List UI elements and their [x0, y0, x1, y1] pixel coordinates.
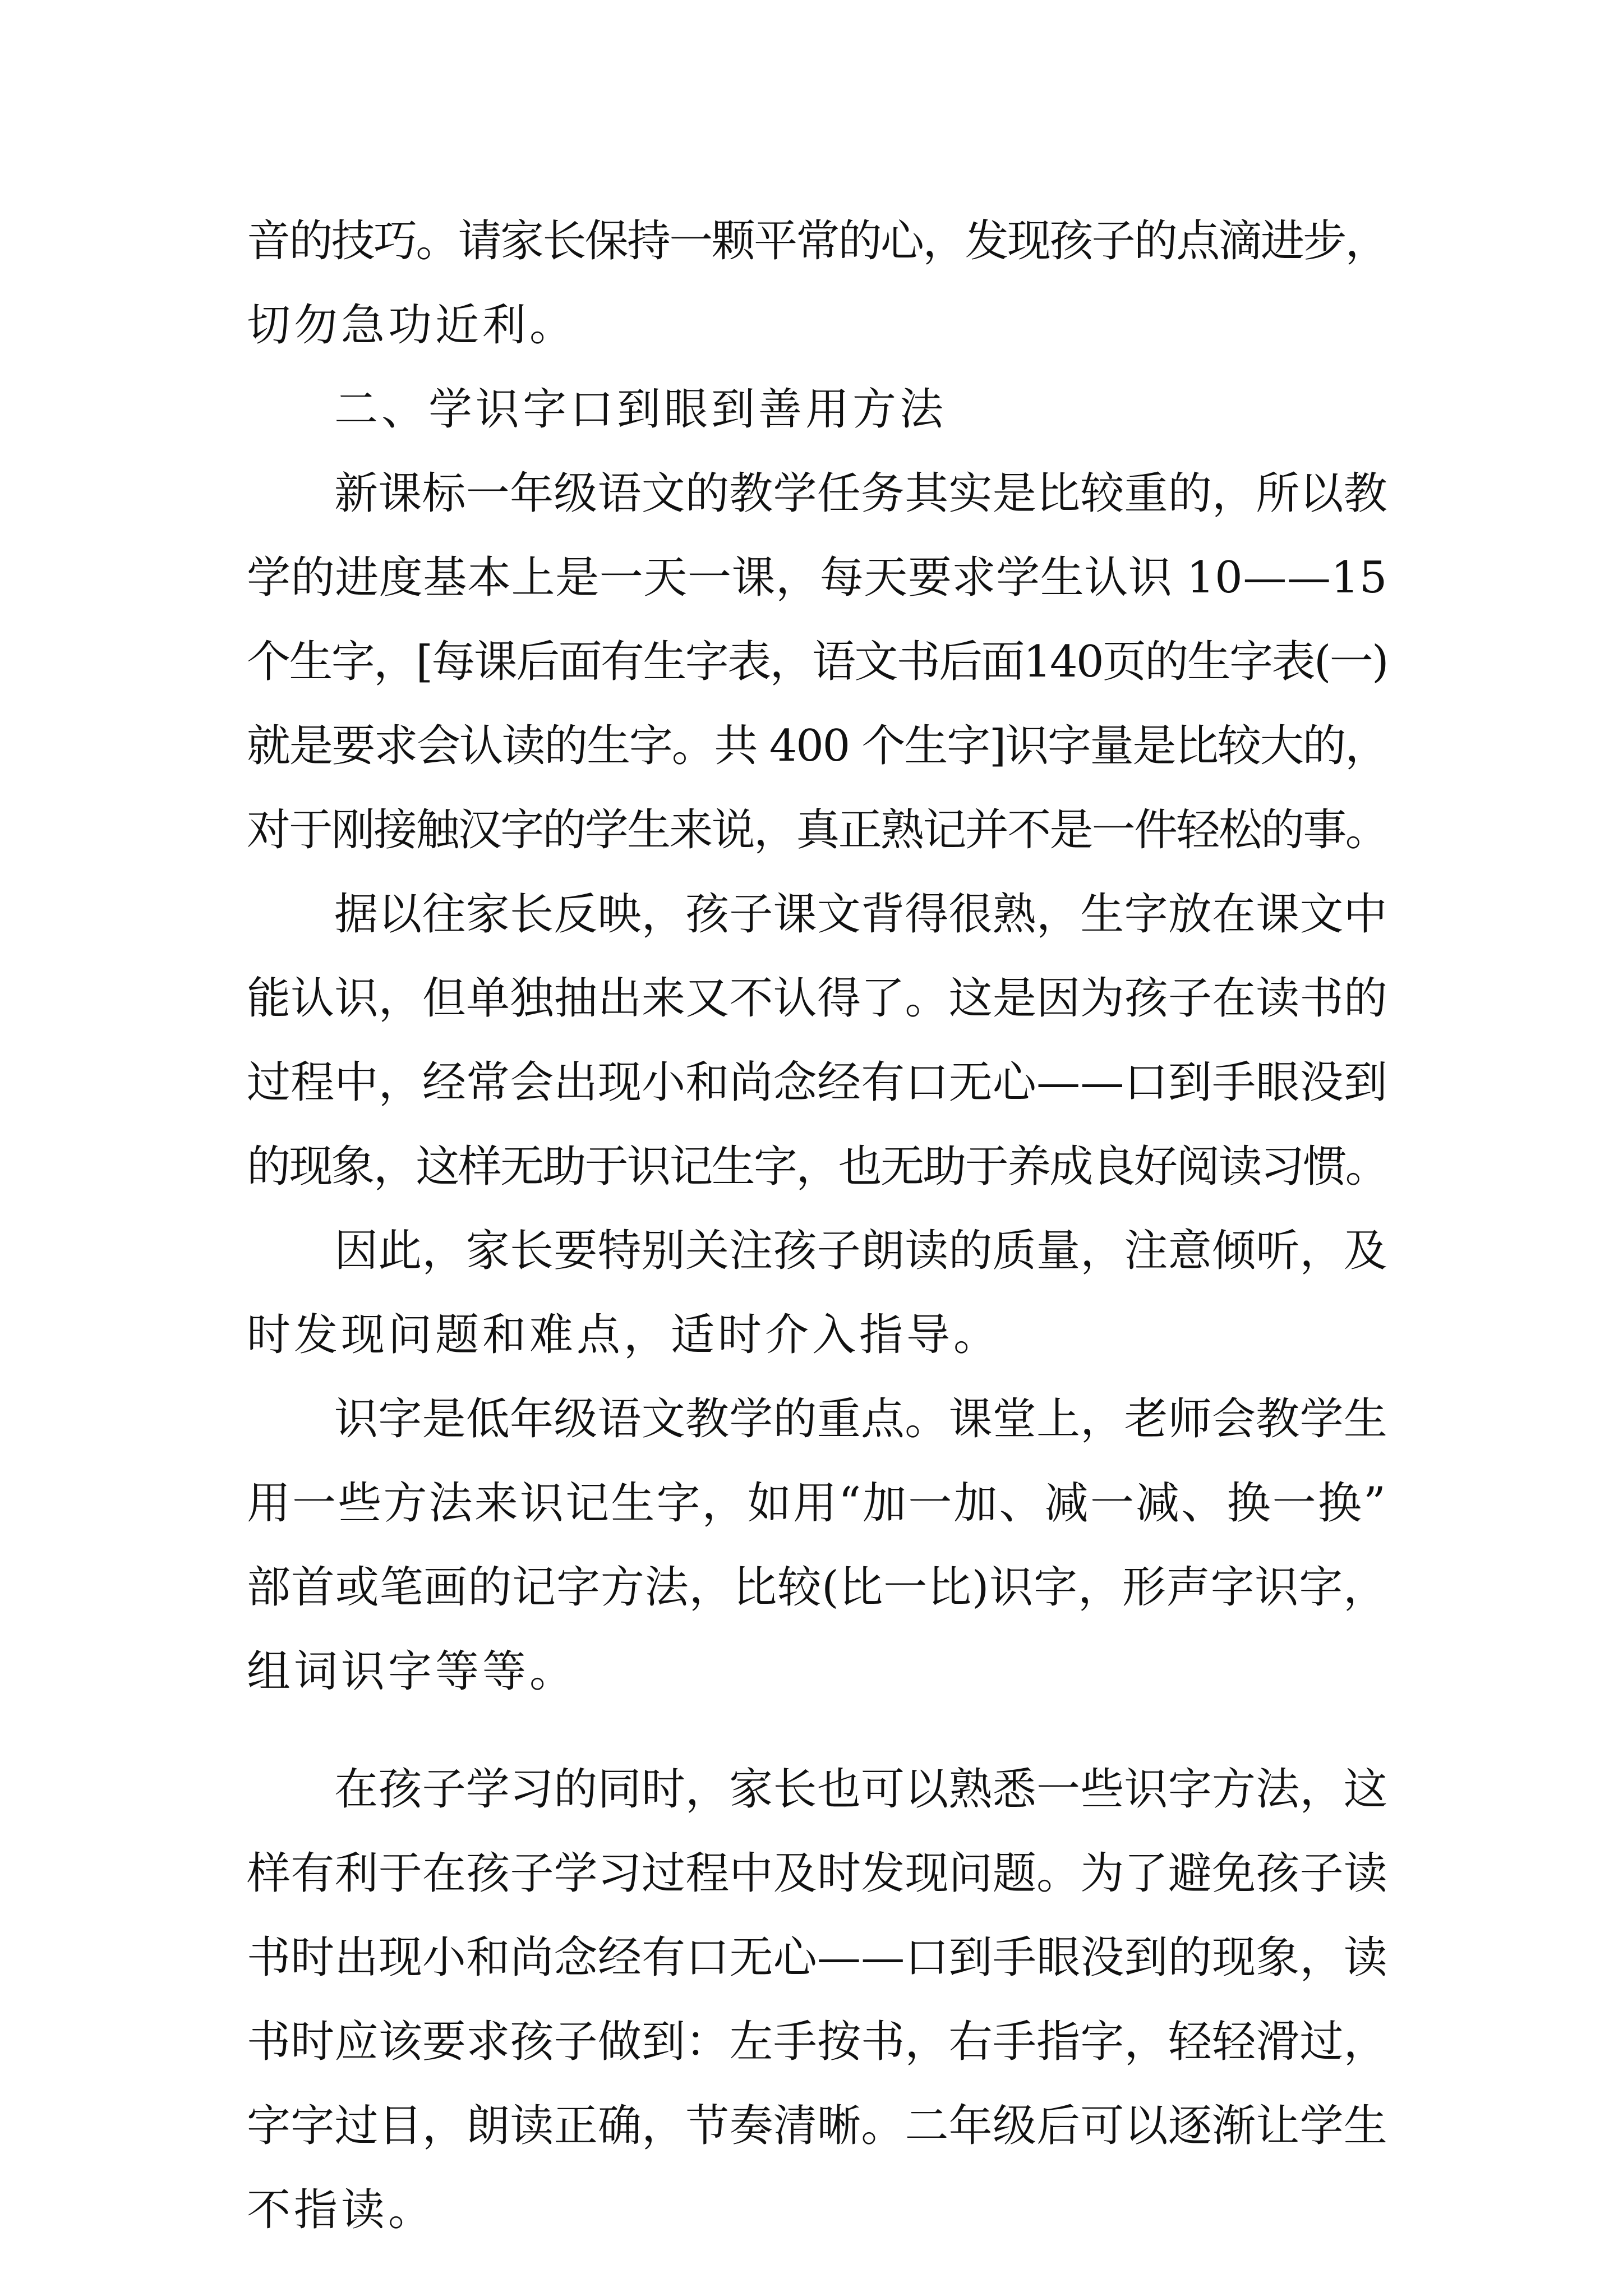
- text-line: 就是要求会认读的生字。共 400 个生字]识字量是比较大的，: [247, 721, 1387, 771]
- text-line: 个生字，[每课后面有生字表，语文书后面140页的生字表(一): [247, 637, 1387, 687]
- text-line: 书时出现小和尚念经有口无心——口到手眼没到的现象，读: [247, 1932, 1387, 1983]
- text-line: 音的技巧。请家长保持一颗平常的心，发现孩子的点滴进步，: [247, 216, 1387, 266]
- text-line: 学的进度基本上是一天一课，每天要求学生认识 10——15: [247, 553, 1387, 603]
- text-line: 时发现问题和难点，适时介入指导。: [247, 1310, 1001, 1360]
- text-line: 样有利于在孩子学习过程中及时发现问题。为了避免孩子读: [247, 1848, 1387, 1899]
- text-line: 对于刚接触汉字的学生来说，真正熟记并不是一件轻松的事。: [247, 805, 1387, 855]
- text-line: 组词识字等等。: [247, 1646, 577, 1697]
- section-heading: 二、学识字口到眼到善用方法: [334, 384, 947, 435]
- text-line: 过程中，经常会出现小和尚念经有口无心——口到手眼没到: [247, 1057, 1387, 1108]
- text-line: 新课标一年级语文的教学任务其实是比较重的，所以教: [334, 468, 1387, 519]
- text-line: 据以往家长反映，孩子课文背得很熟，生字放在课文中: [334, 889, 1387, 940]
- text-line: 因此，家长要特别关注孩子朗读的质量，注意倾听，及: [334, 1226, 1387, 1276]
- text-line: 用一些方法来识记生字，如用“加一加、减一减、换一换”: [247, 1478, 1387, 1529]
- text-line: 书时应该要求孩子做到：左手按书，右手指字，轻轻滑过，: [247, 2017, 1387, 2067]
- text-line: 字字过目，朗读正确，节奏清晰。二年级后可以逐渐让学生: [247, 2101, 1387, 2151]
- text-line: 不指读。: [247, 2185, 436, 2235]
- text-line: 的现象，这样无助于识记生字，也无助于养成良好阅读习惯。: [247, 1142, 1387, 1192]
- text-line: 能认识，但单独抽出来又不认得了。这是因为孩子在读书的: [247, 973, 1387, 1024]
- text-line: 识字是低年级语文教学的重点。课堂上，老师会教学生: [334, 1394, 1387, 1444]
- text-line: 部首或笔画的记字方法，比较(比一比)识字，形声字识字，: [247, 1562, 1387, 1613]
- text-line: 在孩子学习的同时，家长也可以熟悉一些识字方法，这: [334, 1764, 1387, 1815]
- text-line: 切勿急功近利。: [247, 300, 577, 351]
